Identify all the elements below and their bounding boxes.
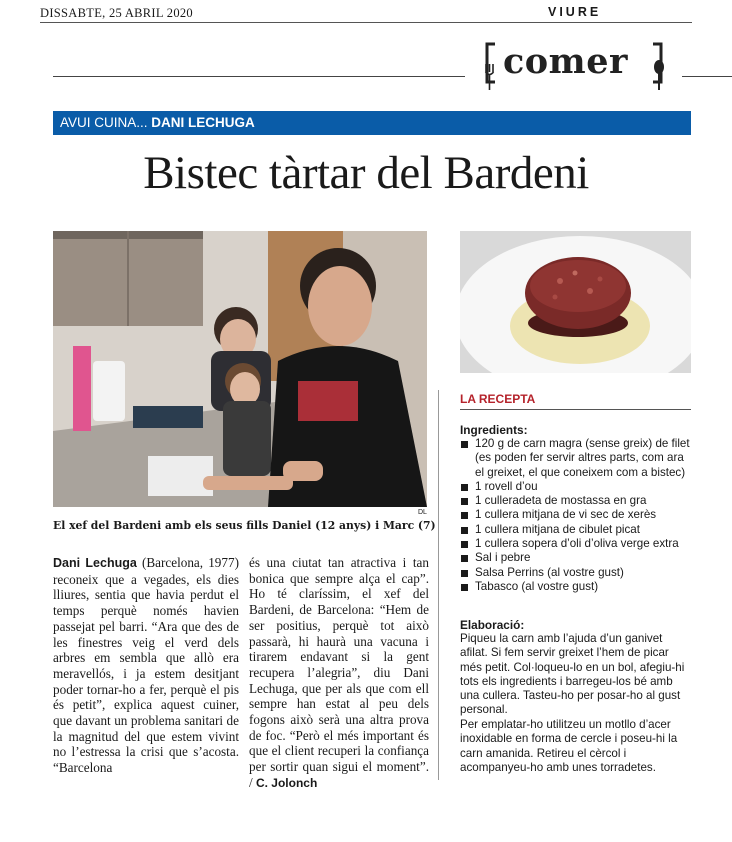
article-column-1 [53,555,239,776]
ingredients-list [460,437,695,594]
section-name: VIURE [548,5,602,19]
article-col2-text: és una ciutat tan atractiva i tan bonica que sempre alça el cap”. Ho té claríssim, el xef del Bardeni, de Barcelona: “Hem de ser positius, perquè tot això passarà, hi haurà una vacuna i tirarem endavant si la gent recupera l’alegria”, diu Dani Lechuga, que per als que com ell sempre han estat al peu dels fogons això serà una altra prova de foc. “Però el més important és que el client recuperi la confiança per sortir quan sigui el moment”. / [249,555,429,790]
chef-banner [53,111,691,135]
banner-prefix: AVUI CUINA... [60,115,148,130]
banner-chef-name: DANI LECHUGA [151,115,255,130]
ingredients-title: Ingredients: [460,423,528,437]
elaboration-title: Elaboració: [460,618,525,632]
elaboration-paragraph-1: Piqueu la carn amb l’ajuda d’un ganivet afilat. Si fem servir greixet l’hem de picar més petit. Col·loqueu-lo en un bol, afegiu-hi tots els ingredients i barregeu-los bé amb una cullera. Tasteu-ho per posar-ho al gust personal. [460,632,685,717]
article-headline: Bistec tàrtar del Bardeni [143,147,589,199]
ingredient-item: 1 cullera mitjana de vi sec de xerès [460,508,695,522]
brand-rule-right [682,76,732,77]
article-lead-name: Dani Lechuga [53,556,137,570]
ingredient-item: 1 culleradeta de mostassa en gra [460,494,695,508]
tartare-dish-photo [460,231,691,373]
header-rule [40,22,692,23]
elaboration-paragraph-2: Per emplatar-ho utilitzeu un motllo d’acer inoxidable en forma de cercle i poseu-hi la carn amanida. Retireu el cèrcol i acompanyeu-ho amb unes torradetes. [460,718,678,774]
brand-rule-left [53,76,465,77]
photo-caption: El xef del Bardeni amb els seus fills Daniel (12 anys) i Marc (7) [53,519,436,532]
ingredient-item: 120 g de carn magra (sense greix) de filet (es poden fer servir altres parts, com ara el greixet, el que coneixem com a bistec) [460,437,695,480]
column-divider [438,390,439,780]
comer-logo [483,38,669,90]
brand-word: comer [503,41,628,82]
article-column-2 [249,555,429,792]
ingredient-item: Tabasco (al vostre gust) [460,580,695,594]
ingredient-item: Sal i pebre [460,551,695,565]
ingredient-item: 1 rovell d’ou [460,480,695,494]
ingredient-item: Salsa Perrins (al vostre gust) [460,566,695,580]
ingredient-item: 1 cullera mitjana de cibulet picat [460,523,695,537]
article-signature: C. Jolonch [255,775,318,790]
chef-kitchen-photo [53,231,427,507]
photo-credit: DL [418,509,427,516]
article-col1-text: (Barcelona, 1977) reconeix que a vegades, els dies lliures, sentia que havia perdut el temps perquè només havien passejat pel barri. “Ara que des de les finestres veig el verd dels arbres em sembla que allò era meravellós, i ja estem desitjant poder tornar-ho a fer, perquè el pis és petit”, explica aquest cuiner, que davant un problema sanitari de la magnitud del que estem vivint no l’estressa la crisi que s’acosta. “Barcelona [53,555,239,776]
issue-date: DISSABTE, 25 ABRIL 2020 [40,6,193,20]
recipe-rule [460,409,691,410]
recipe-title: LA RECEPTA [460,392,536,406]
spoon-icon [651,60,667,90]
fork-icon [483,64,499,90]
ingredient-item: 1 cullera sopera d’oli d’oliva verge extra [460,537,695,551]
